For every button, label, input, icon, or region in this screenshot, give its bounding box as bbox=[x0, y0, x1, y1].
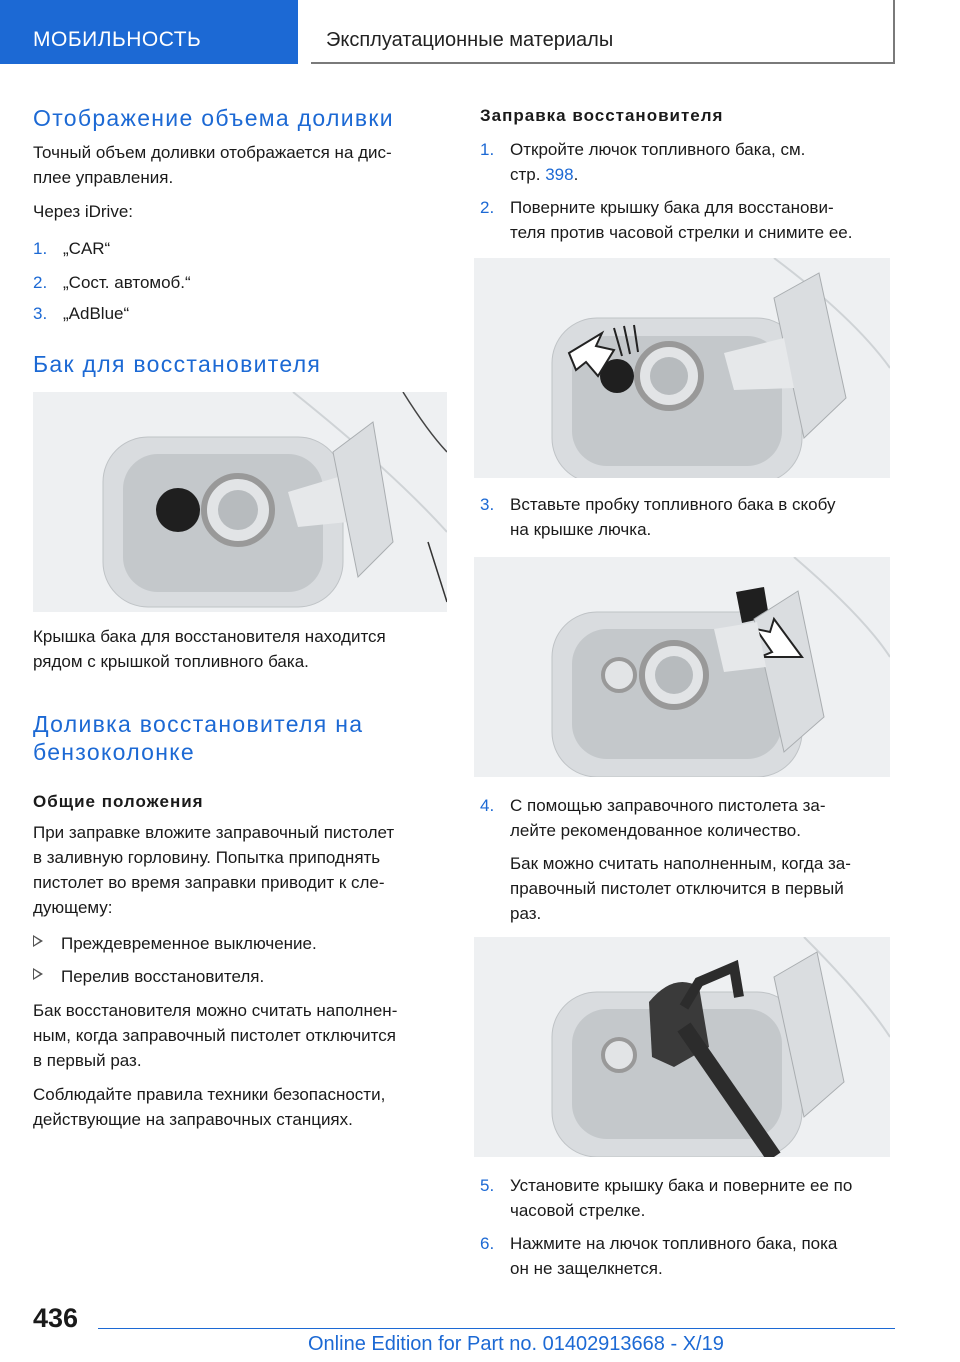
step-note: Бак можно считать наполненным, когда за- bbox=[510, 854, 851, 873]
step-number: 4. bbox=[480, 796, 495, 815]
paragraph-line: Соблюдайте правила техники безопасности, bbox=[33, 1085, 386, 1104]
header-chapter-title: Эксплуатационные материалы bbox=[326, 29, 614, 51]
step-note: правочный пистолет отключится в первый bbox=[510, 879, 844, 898]
paragraph-line: ным, когда заправочный пистолет отключится bbox=[33, 1026, 396, 1045]
bullet-text: Перелив восстановителя. bbox=[61, 967, 265, 986]
paragraph-line: действующие на заправочных станциях. bbox=[33, 1110, 353, 1129]
header-chapter-box bbox=[311, 0, 895, 64]
caption-line: Крышка бака для восстановителя находится bbox=[33, 627, 386, 646]
footer-edition: Online Edition for Part no. 01402913668 - X/19 bbox=[308, 1333, 724, 1355]
step-text: Установите крышку бака и поверните ее по bbox=[510, 1176, 853, 1195]
step-text-cont: он не защелкнется. bbox=[510, 1259, 663, 1278]
paragraph-line: Точный объем доливки отображается на дис- bbox=[33, 143, 392, 162]
paragraph-line: плее управления. bbox=[33, 168, 174, 187]
heading-general: Общие положения bbox=[33, 792, 204, 811]
step-text-cont: теля против часовой стрелки и снимите ее. bbox=[510, 223, 853, 242]
step-text: „CAR“ bbox=[63, 239, 111, 258]
step-text: Нажмите на лючок топливного бака, пока bbox=[510, 1234, 838, 1253]
triangle-bullet-icon bbox=[33, 935, 43, 947]
remove-cap-image bbox=[474, 258, 890, 478]
page-number: 436 bbox=[33, 1303, 79, 1333]
step-number: 6. bbox=[480, 1234, 495, 1253]
paragraph-line: При заправке вложите заправочный пистолет bbox=[33, 823, 395, 842]
step-text-cont: стр. 398. bbox=[510, 165, 579, 184]
paragraph-line: в заливную горловину. Попытка приподнять bbox=[33, 848, 381, 867]
header-section-tab bbox=[0, 0, 298, 64]
step-number: 5. bbox=[480, 1176, 495, 1195]
header-section-title: МОБИЛЬНОСТЬ bbox=[33, 28, 202, 51]
triangle-bullet-icon bbox=[33, 968, 43, 980]
step-text: Откройте лючок топливного бака, см. bbox=[510, 140, 806, 159]
page-link[interactable]: 398 bbox=[545, 165, 574, 184]
paragraph-line: пистолет во время заправки приводит к сле- bbox=[33, 873, 385, 892]
step-number: 3. bbox=[33, 304, 48, 323]
heading-reductant-tank: Бак для восстановителя bbox=[33, 351, 322, 377]
reductant-cap-image bbox=[33, 392, 447, 612]
heading-refill-station: Доливка восстановителя на bbox=[33, 711, 364, 737]
step-number: 2. bbox=[480, 198, 495, 217]
heading-fill-volume: Отображение объема доливки bbox=[33, 105, 394, 131]
step-text-cont: часовой стрелке. bbox=[510, 1201, 646, 1220]
paragraph-line: Бак восстановителя можно считать наполнен- bbox=[33, 1001, 398, 1020]
paragraph-line: дующему: bbox=[33, 898, 113, 917]
step-text: „Сост. автомоб.“ bbox=[63, 273, 191, 292]
bullet-text: Преждевременное выключение. bbox=[61, 934, 317, 953]
caption-line: рядом с крышкой топливного бака. bbox=[33, 652, 309, 671]
insert-cap-image bbox=[474, 557, 890, 777]
step-number: 2. bbox=[33, 273, 48, 292]
step-number: 1. bbox=[480, 140, 495, 159]
step-text: Поверните крышку бака для восстанови- bbox=[510, 198, 834, 217]
refill-nozzle-image bbox=[474, 937, 890, 1157]
step-text-cont: лейте рекомендованное количество. bbox=[510, 821, 801, 840]
step-note: раз. bbox=[510, 904, 542, 923]
heading-refilling: Заправка восстановителя bbox=[480, 106, 724, 125]
step-number: 3. bbox=[480, 495, 495, 514]
step-text-cont: на крышке лючка. bbox=[510, 520, 652, 539]
paragraph-idrive: Через iDrive: bbox=[33, 202, 134, 221]
footer-divider bbox=[98, 1328, 895, 1329]
step-text: С помощью заправочного пистолета за- bbox=[510, 796, 826, 815]
step-text: Вставьте пробку топливного бака в скобу bbox=[510, 495, 836, 514]
heading-refill-station-cont: бензоколонке bbox=[33, 739, 195, 765]
step-text: „AdBlue“ bbox=[63, 304, 130, 323]
step-number: 1. bbox=[33, 239, 48, 258]
paragraph-line: в первый раз. bbox=[33, 1051, 142, 1070]
